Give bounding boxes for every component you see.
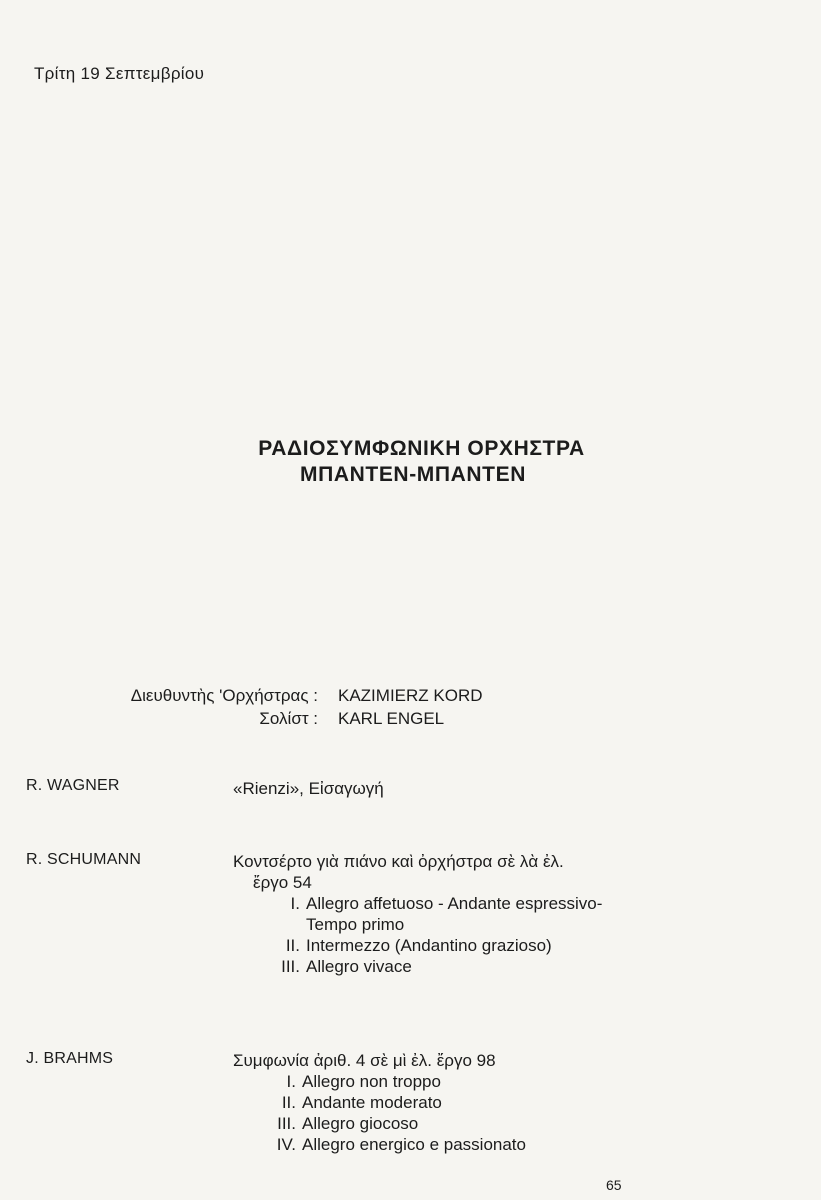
credit-value: KARL ENGEL xyxy=(338,709,445,728)
movement-text: Allegro non troppo xyxy=(302,1072,441,1091)
movement-number: IV. xyxy=(276,1135,296,1154)
movement-text: Andante moderato xyxy=(302,1093,442,1112)
movement-item xyxy=(277,1113,526,1134)
movement-item xyxy=(281,956,602,977)
movement-number: III. xyxy=(277,1114,296,1133)
movement-list xyxy=(276,1071,526,1155)
work-title: «Rienzi», Εἰσαγωγή xyxy=(233,779,384,798)
movement-item xyxy=(281,1092,526,1113)
composer-name: R. SCHUMANN xyxy=(26,851,142,868)
work-opus: ἔργο 54 xyxy=(253,873,312,892)
movement-text: Intermezzo (Andantino grazioso) xyxy=(306,936,552,955)
movement-number: II. xyxy=(285,936,300,955)
movement-item xyxy=(290,893,603,914)
work-block xyxy=(233,851,564,893)
movement-number: II. xyxy=(281,1093,296,1112)
work-title: Κοντσέρτο γιὰ πιάνο καὶ ὀρχήστρα σὲ λὰ ἐλ. xyxy=(233,852,564,871)
movement-text: Allegro affetuoso - Andante espressivo- xyxy=(306,894,603,913)
composer-name: J. BRAHMS xyxy=(26,1050,114,1067)
credit-value: KAZIMIERZ KORD xyxy=(338,686,483,705)
credit-label: Διευθυντὴς 'Ορχήστρας : xyxy=(130,686,318,705)
movement-text: Allegro energico e passionato xyxy=(302,1135,526,1154)
movement-item xyxy=(285,935,602,956)
page-number: 65 xyxy=(606,1177,622,1193)
movement-number: I. xyxy=(290,894,300,913)
credit-row-soloist xyxy=(0,707,821,730)
composer-name: R. WAGNER xyxy=(26,777,120,794)
movement-text: Allegro giocoso xyxy=(302,1114,419,1133)
title-line-2: ΜΠΑΝΤΕΝ-ΜΠΑΝΤΕΝ xyxy=(300,463,526,486)
concert-date: Τρίτη 19 Σεπτεμβρίου xyxy=(34,64,205,83)
movement-number: III. xyxy=(281,957,300,976)
title-line-1: ΡΑΔΙΟΣΥΜΦΩΝΙΚΗ ΟΡΧΗΣΤΡΑ xyxy=(258,437,585,460)
movement-item xyxy=(286,1071,526,1092)
movement-text: Allegro vivace xyxy=(306,957,412,976)
work-title: Συμφωνία ἀριθ. 4 σὲ μὶ ἐλ. ἔργο 98 xyxy=(233,1051,496,1070)
movement-text: Tempo primo xyxy=(306,915,405,934)
movement-number: I. xyxy=(286,1072,296,1091)
credit-row-conductor xyxy=(0,684,821,707)
credit-label: Σολίστ : xyxy=(259,709,318,728)
movement-item xyxy=(276,1134,526,1155)
orchestra-title xyxy=(0,436,821,488)
movement-list xyxy=(281,893,603,977)
movement-continuation xyxy=(306,914,602,935)
